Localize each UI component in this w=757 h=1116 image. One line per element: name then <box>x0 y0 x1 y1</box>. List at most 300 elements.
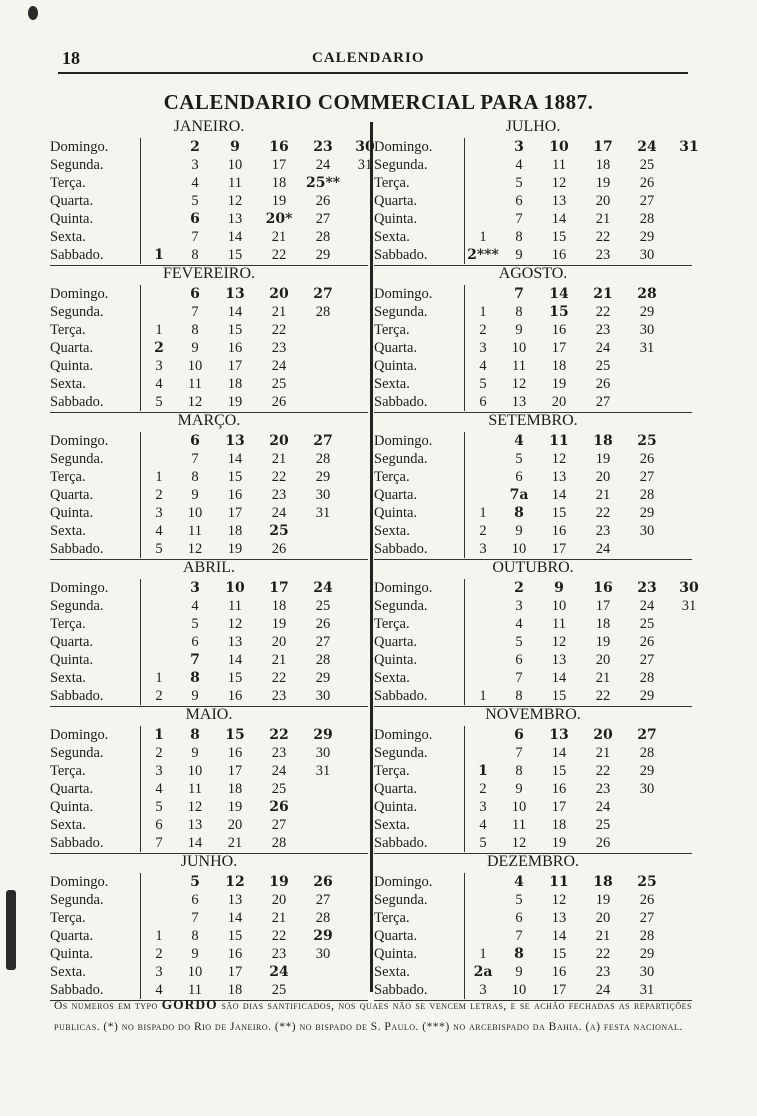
weekday-name: Quinta. <box>50 799 94 815</box>
date-number: 6 <box>191 892 199 908</box>
date-number: 26 <box>271 541 287 557</box>
date-number: 6 <box>515 193 523 209</box>
date-number: 29 <box>639 763 655 779</box>
weekday-name: Sabbado. <box>50 688 104 704</box>
week-row <box>142 522 368 540</box>
date-number: 8 <box>515 304 523 320</box>
date-number: 17 <box>271 157 287 173</box>
weekday-name: Quinta. <box>50 505 94 521</box>
date-number: 26 <box>315 616 331 632</box>
date-number: 8 <box>515 229 523 245</box>
holiday-date: 7a <box>509 487 529 503</box>
holiday-date: 8 <box>514 946 524 962</box>
holiday-date: 28 <box>637 286 657 302</box>
footnote-part1: Os numeros em typo <box>54 1000 158 1012</box>
week-row <box>142 210 368 228</box>
date-number: 13 <box>227 634 243 650</box>
weekday-name: Quarta. <box>374 781 418 797</box>
date-number: 6 <box>479 394 487 410</box>
date-number: 9 <box>515 964 523 980</box>
date-number: 19 <box>227 541 243 557</box>
weekday-name: Sabbado. <box>374 982 428 998</box>
weekday-name: Sexta. <box>374 817 410 833</box>
weekday-name: Domingo. <box>50 433 109 449</box>
date-number: 9 <box>515 781 523 797</box>
week-row <box>466 762 692 780</box>
date-number: 19 <box>271 616 287 632</box>
date-number: 1 <box>479 229 487 245</box>
date-number: 2 <box>155 745 163 761</box>
date-number: 12 <box>551 451 567 467</box>
date-number: 5 <box>155 541 163 557</box>
date-number: 3 <box>155 505 163 521</box>
date-number: 10 <box>511 541 527 557</box>
weekday-names <box>374 873 462 999</box>
date-number: 13 <box>187 817 203 833</box>
date-number: 29 <box>639 505 655 521</box>
weekday-name: Quarta. <box>374 634 418 650</box>
holiday-date: 20 <box>269 286 289 302</box>
holiday-date: 5 <box>190 874 200 890</box>
date-number: 22 <box>595 763 611 779</box>
weekday-name: Sexta. <box>50 523 86 539</box>
date-number: 30 <box>639 247 655 263</box>
holiday-date: 18 <box>593 874 613 890</box>
date-number: 19 <box>271 193 287 209</box>
weekday-name: Segunda. <box>50 157 104 173</box>
date-number: 27 <box>595 394 611 410</box>
holiday-date: 2 <box>154 340 164 356</box>
date-number: 7 <box>191 910 199 926</box>
date-number: 5 <box>515 634 523 650</box>
date-number: 30 <box>315 487 331 503</box>
date-number: 1 <box>479 304 487 320</box>
weekday-name: Quinta. <box>374 211 418 227</box>
date-number: 28 <box>315 910 331 926</box>
date-number: 19 <box>551 376 567 392</box>
weekday-name: Quarta. <box>374 340 418 356</box>
date-number: 10 <box>511 340 527 356</box>
date-number: 6 <box>155 817 163 833</box>
date-number: 9 <box>515 322 523 338</box>
holiday-date: 2a <box>473 964 493 980</box>
month-name: JUNHO. <box>180 853 238 870</box>
date-number: 15 <box>551 946 567 962</box>
holiday-date: 25 <box>637 874 657 890</box>
date-number: 20 <box>595 910 611 926</box>
month-name: JULHO. <box>505 118 561 135</box>
weekday-separator <box>464 873 465 999</box>
weekday-name: Terça. <box>374 763 410 779</box>
date-number: 17 <box>595 598 611 614</box>
week-row <box>142 687 368 705</box>
date-number: 1 <box>479 688 487 704</box>
date-number: 4 <box>515 157 523 173</box>
date-number: 18 <box>551 358 567 374</box>
weekday-name: Domingo. <box>374 580 433 596</box>
date-number: 22 <box>595 505 611 521</box>
date-number: 11 <box>228 175 242 191</box>
date-number: 15 <box>227 469 243 485</box>
month-name: DEZEMBRO. <box>487 853 579 870</box>
weekday-name: Sexta. <box>374 229 410 245</box>
date-number: 8 <box>191 469 199 485</box>
holiday-date: 16 <box>593 580 613 596</box>
weekday-name: Sexta. <box>50 964 86 980</box>
date-number: 18 <box>227 982 243 998</box>
date-number: 24 <box>595 982 611 998</box>
week-row <box>142 357 368 375</box>
date-number: 1 <box>155 928 163 944</box>
weekday-name: Quarta. <box>374 928 418 944</box>
date-number: 31 <box>681 598 697 614</box>
weekday-name: Quarta. <box>374 487 418 503</box>
week-row <box>466 963 692 981</box>
weekday-separator <box>140 579 141 705</box>
date-number: 7 <box>191 451 199 467</box>
date-number: 14 <box>227 910 243 926</box>
weekday-name: Segunda. <box>374 892 428 908</box>
date-number: 21 <box>271 451 287 467</box>
date-number: 13 <box>551 469 567 485</box>
weekday-name: Domingo. <box>50 727 109 743</box>
week-row <box>466 375 692 393</box>
weekday-name: Terça. <box>50 763 86 779</box>
date-number: 17 <box>551 799 567 815</box>
month-name: OUTUBRO. <box>492 559 574 576</box>
date-number: 16 <box>551 964 567 980</box>
date-number: 10 <box>511 982 527 998</box>
week-row <box>466 615 692 633</box>
date-number: 12 <box>227 616 243 632</box>
week-row <box>142 909 368 927</box>
weekday-separator <box>464 285 465 411</box>
date-number: 22 <box>271 928 287 944</box>
weekday-separator <box>464 579 465 705</box>
date-number: 12 <box>187 394 203 410</box>
date-number: 12 <box>551 175 567 191</box>
week-row <box>466 891 692 909</box>
week-row <box>142 816 368 834</box>
date-number: 5 <box>515 175 523 191</box>
holiday-date: 20 <box>269 433 289 449</box>
weekday-names <box>50 726 138 852</box>
date-number: 10 <box>187 358 203 374</box>
weekday-name: Domingo. <box>50 139 109 155</box>
week-row <box>142 780 368 798</box>
date-number: 4 <box>479 358 487 374</box>
date-number: 25 <box>639 616 655 632</box>
weekday-name: Terça. <box>374 175 410 191</box>
date-number: 6 <box>515 652 523 668</box>
date-number: 12 <box>187 541 203 557</box>
holiday-date: 9 <box>230 139 240 155</box>
date-number: 21 <box>595 211 611 227</box>
date-number: 10 <box>227 157 243 173</box>
running-head: CALENDARIO <box>312 50 425 66</box>
holiday-date: 4 <box>514 433 524 449</box>
date-number: 20 <box>227 817 243 833</box>
date-number: 13 <box>551 193 567 209</box>
date-number: 23 <box>271 745 287 761</box>
date-number: 5 <box>515 892 523 908</box>
week-row <box>466 909 692 927</box>
date-number: 7 <box>515 745 523 761</box>
date-number: 27 <box>639 469 655 485</box>
date-number: 16 <box>551 523 567 539</box>
weekday-names <box>374 579 462 705</box>
weekday-name: Sexta. <box>50 670 86 686</box>
date-number: 29 <box>639 688 655 704</box>
date-number: 2 <box>479 781 487 797</box>
weekday-name: Terça. <box>374 322 410 338</box>
weekday-name: Quinta. <box>374 505 418 521</box>
date-number: 19 <box>551 835 567 851</box>
month-block <box>50 118 375 266</box>
date-number: 8 <box>515 763 523 779</box>
date-number: 10 <box>187 964 203 980</box>
week-row <box>142 468 368 486</box>
date-number: 22 <box>271 322 287 338</box>
date-number: 24 <box>639 598 655 614</box>
weekday-name: Terça. <box>50 910 86 926</box>
holiday-date: 6 <box>514 727 524 743</box>
week-row <box>466 687 692 705</box>
date-number: 17 <box>227 964 243 980</box>
ink-speck <box>28 6 38 20</box>
weekday-name: Terça. <box>374 469 410 485</box>
weekday-name: Sabbado. <box>374 541 428 557</box>
date-number: 24 <box>271 358 287 374</box>
date-number: 11 <box>188 376 202 392</box>
date-number: 19 <box>595 451 611 467</box>
week-row <box>142 138 375 156</box>
date-number: 28 <box>639 211 655 227</box>
holiday-date: 6 <box>190 433 200 449</box>
date-number: 16 <box>551 781 567 797</box>
week-row <box>142 744 368 762</box>
week-row <box>466 633 692 651</box>
date-number: 1 <box>479 505 487 521</box>
weekday-name: Quinta. <box>374 652 418 668</box>
date-number: 4 <box>155 982 163 998</box>
date-number: 29 <box>639 946 655 962</box>
date-number: 12 <box>227 193 243 209</box>
date-number: 12 <box>551 892 567 908</box>
date-number: 8 <box>191 247 199 263</box>
holiday-date: 11 <box>549 433 569 449</box>
date-number: 23 <box>595 523 611 539</box>
weekday-name: Terça. <box>50 616 86 632</box>
date-number: 3 <box>479 799 487 815</box>
date-number: 17 <box>227 505 243 521</box>
week-row <box>142 834 368 852</box>
weekday-name: Quinta. <box>374 799 418 815</box>
week-row <box>466 285 692 303</box>
date-number: 18 <box>227 376 243 392</box>
date-number: 11 <box>512 358 526 374</box>
weekday-name: Quarta. <box>50 193 94 209</box>
month-block <box>374 706 692 854</box>
date-number: 19 <box>227 394 243 410</box>
date-number: 15 <box>227 322 243 338</box>
date-number: 26 <box>595 835 611 851</box>
date-number: 21 <box>271 229 287 245</box>
weekday-name: Terça. <box>374 910 410 926</box>
date-number: 28 <box>639 745 655 761</box>
weekday-name: Domingo. <box>50 286 109 302</box>
week-row <box>142 246 368 264</box>
holiday-date: 2*** <box>467 247 499 263</box>
holiday-date: 6 <box>190 286 200 302</box>
holiday-date: 2 <box>190 139 200 155</box>
page-header <box>58 46 688 72</box>
date-number: 28 <box>315 304 331 320</box>
month-block <box>50 559 368 707</box>
weekday-name: Domingo. <box>374 286 433 302</box>
week-row <box>142 375 368 393</box>
date-number: 2 <box>155 487 163 503</box>
date-number: 20 <box>595 193 611 209</box>
date-number: 5 <box>479 376 487 392</box>
week-row <box>466 432 692 450</box>
holiday-date: 19 <box>269 874 289 890</box>
weekday-name: Quarta. <box>50 928 94 944</box>
date-number: 23 <box>271 487 287 503</box>
date-number: 27 <box>271 817 287 833</box>
date-number: 3 <box>191 157 199 173</box>
holiday-date: 13 <box>225 433 245 449</box>
date-number: 30 <box>639 964 655 980</box>
week-row <box>466 669 692 687</box>
weekday-name: Terça. <box>50 175 86 191</box>
weekday-separator <box>140 726 141 852</box>
month-block <box>374 118 699 266</box>
week-row <box>466 138 699 156</box>
date-number: 14 <box>227 304 243 320</box>
weekday-separator <box>140 873 141 999</box>
week-row <box>466 357 692 375</box>
weekday-name: Terça. <box>50 322 86 338</box>
date-number: 16 <box>551 322 567 338</box>
date-number: 20 <box>595 652 611 668</box>
week-row <box>466 522 692 540</box>
weekday-name: Sexta. <box>50 229 86 245</box>
month-block <box>374 412 692 560</box>
date-number: 14 <box>227 229 243 245</box>
date-number: 27 <box>639 652 655 668</box>
weekday-name: Sexta. <box>374 670 410 686</box>
week-row <box>142 339 368 357</box>
date-number: 17 <box>551 340 567 356</box>
holiday-date: 3 <box>190 580 200 596</box>
date-number: 14 <box>551 745 567 761</box>
week-row <box>466 486 692 504</box>
date-number: 23 <box>595 322 611 338</box>
week-row <box>142 432 368 450</box>
date-number: 18 <box>595 616 611 632</box>
date-number: 30 <box>639 781 655 797</box>
weekday-name: Quinta. <box>374 946 418 962</box>
month-name: FEVEREIRO. <box>163 265 255 282</box>
date-number: 7 <box>515 928 523 944</box>
date-number: 4 <box>515 616 523 632</box>
date-number: 9 <box>191 487 199 503</box>
weekday-name: Domingo. <box>374 727 433 743</box>
date-number: 13 <box>511 394 527 410</box>
weekday-name: Sexta. <box>374 523 410 539</box>
date-number: 2 <box>155 946 163 962</box>
date-number: 20 <box>595 469 611 485</box>
date-number: 25 <box>315 598 331 614</box>
week-row <box>142 633 368 651</box>
date-number: 1 <box>479 946 487 962</box>
date-number: 3 <box>515 598 523 614</box>
date-number: 7 <box>191 229 199 245</box>
footnote-part2: são dias santificados, nos quaes não se vencem letras, e se achão fechadas as repartições publicas. (*) no bispado do Rio de Janeiro. (**) no bispado de S. Paulo. (***) no arcebispado da Bahia. (a) festa nacional. <box>54 1000 693 1033</box>
date-number: 6 <box>515 910 523 926</box>
holiday-date: 25 <box>269 523 289 539</box>
holiday-date: 14 <box>549 286 569 302</box>
date-number: 11 <box>552 157 566 173</box>
weekday-name: Segunda. <box>374 451 428 467</box>
weekday-name: Quarta. <box>50 487 94 503</box>
weekday-names <box>50 138 138 264</box>
weekday-separator <box>140 285 141 411</box>
weekday-name: Sexta. <box>50 817 86 833</box>
weekday-name: Segunda. <box>50 451 104 467</box>
date-number: 9 <box>191 946 199 962</box>
week-row <box>466 798 692 816</box>
date-number: 9 <box>191 688 199 704</box>
date-number: 24 <box>595 541 611 557</box>
footnote <box>54 994 692 1038</box>
date-number: 22 <box>595 688 611 704</box>
date-number: 8 <box>191 322 199 338</box>
date-number: 19 <box>595 634 611 650</box>
holiday-date: 12 <box>225 874 245 890</box>
date-number: 10 <box>187 505 203 521</box>
week-row <box>142 597 368 615</box>
holiday-date: 7 <box>190 652 200 668</box>
date-number: 12 <box>187 799 203 815</box>
date-number: 29 <box>315 469 331 485</box>
weekday-name: Segunda. <box>374 304 428 320</box>
month-name: MARÇO. <box>177 412 241 429</box>
date-number: 5 <box>155 394 163 410</box>
date-number: 23 <box>271 946 287 962</box>
date-number: 17 <box>227 358 243 374</box>
weekday-name: Sabbado. <box>50 982 104 998</box>
weekday-name: Domingo. <box>374 874 433 890</box>
date-number: 29 <box>315 247 331 263</box>
holiday-date: 6 <box>190 211 200 227</box>
date-number: 7 <box>515 670 523 686</box>
date-number: 22 <box>271 247 287 263</box>
date-number: 23 <box>271 688 287 704</box>
month-block <box>50 265 368 413</box>
holiday-date: 10 <box>225 580 245 596</box>
date-number: 14 <box>187 835 203 851</box>
weekday-name: Segunda. <box>50 304 104 320</box>
week-row <box>142 504 368 522</box>
date-number: 22 <box>271 670 287 686</box>
holiday-date: 25** <box>306 175 341 191</box>
holiday-date: 8 <box>190 727 200 743</box>
week-row <box>466 834 692 852</box>
date-number: 26 <box>639 175 655 191</box>
date-number: 22 <box>595 304 611 320</box>
